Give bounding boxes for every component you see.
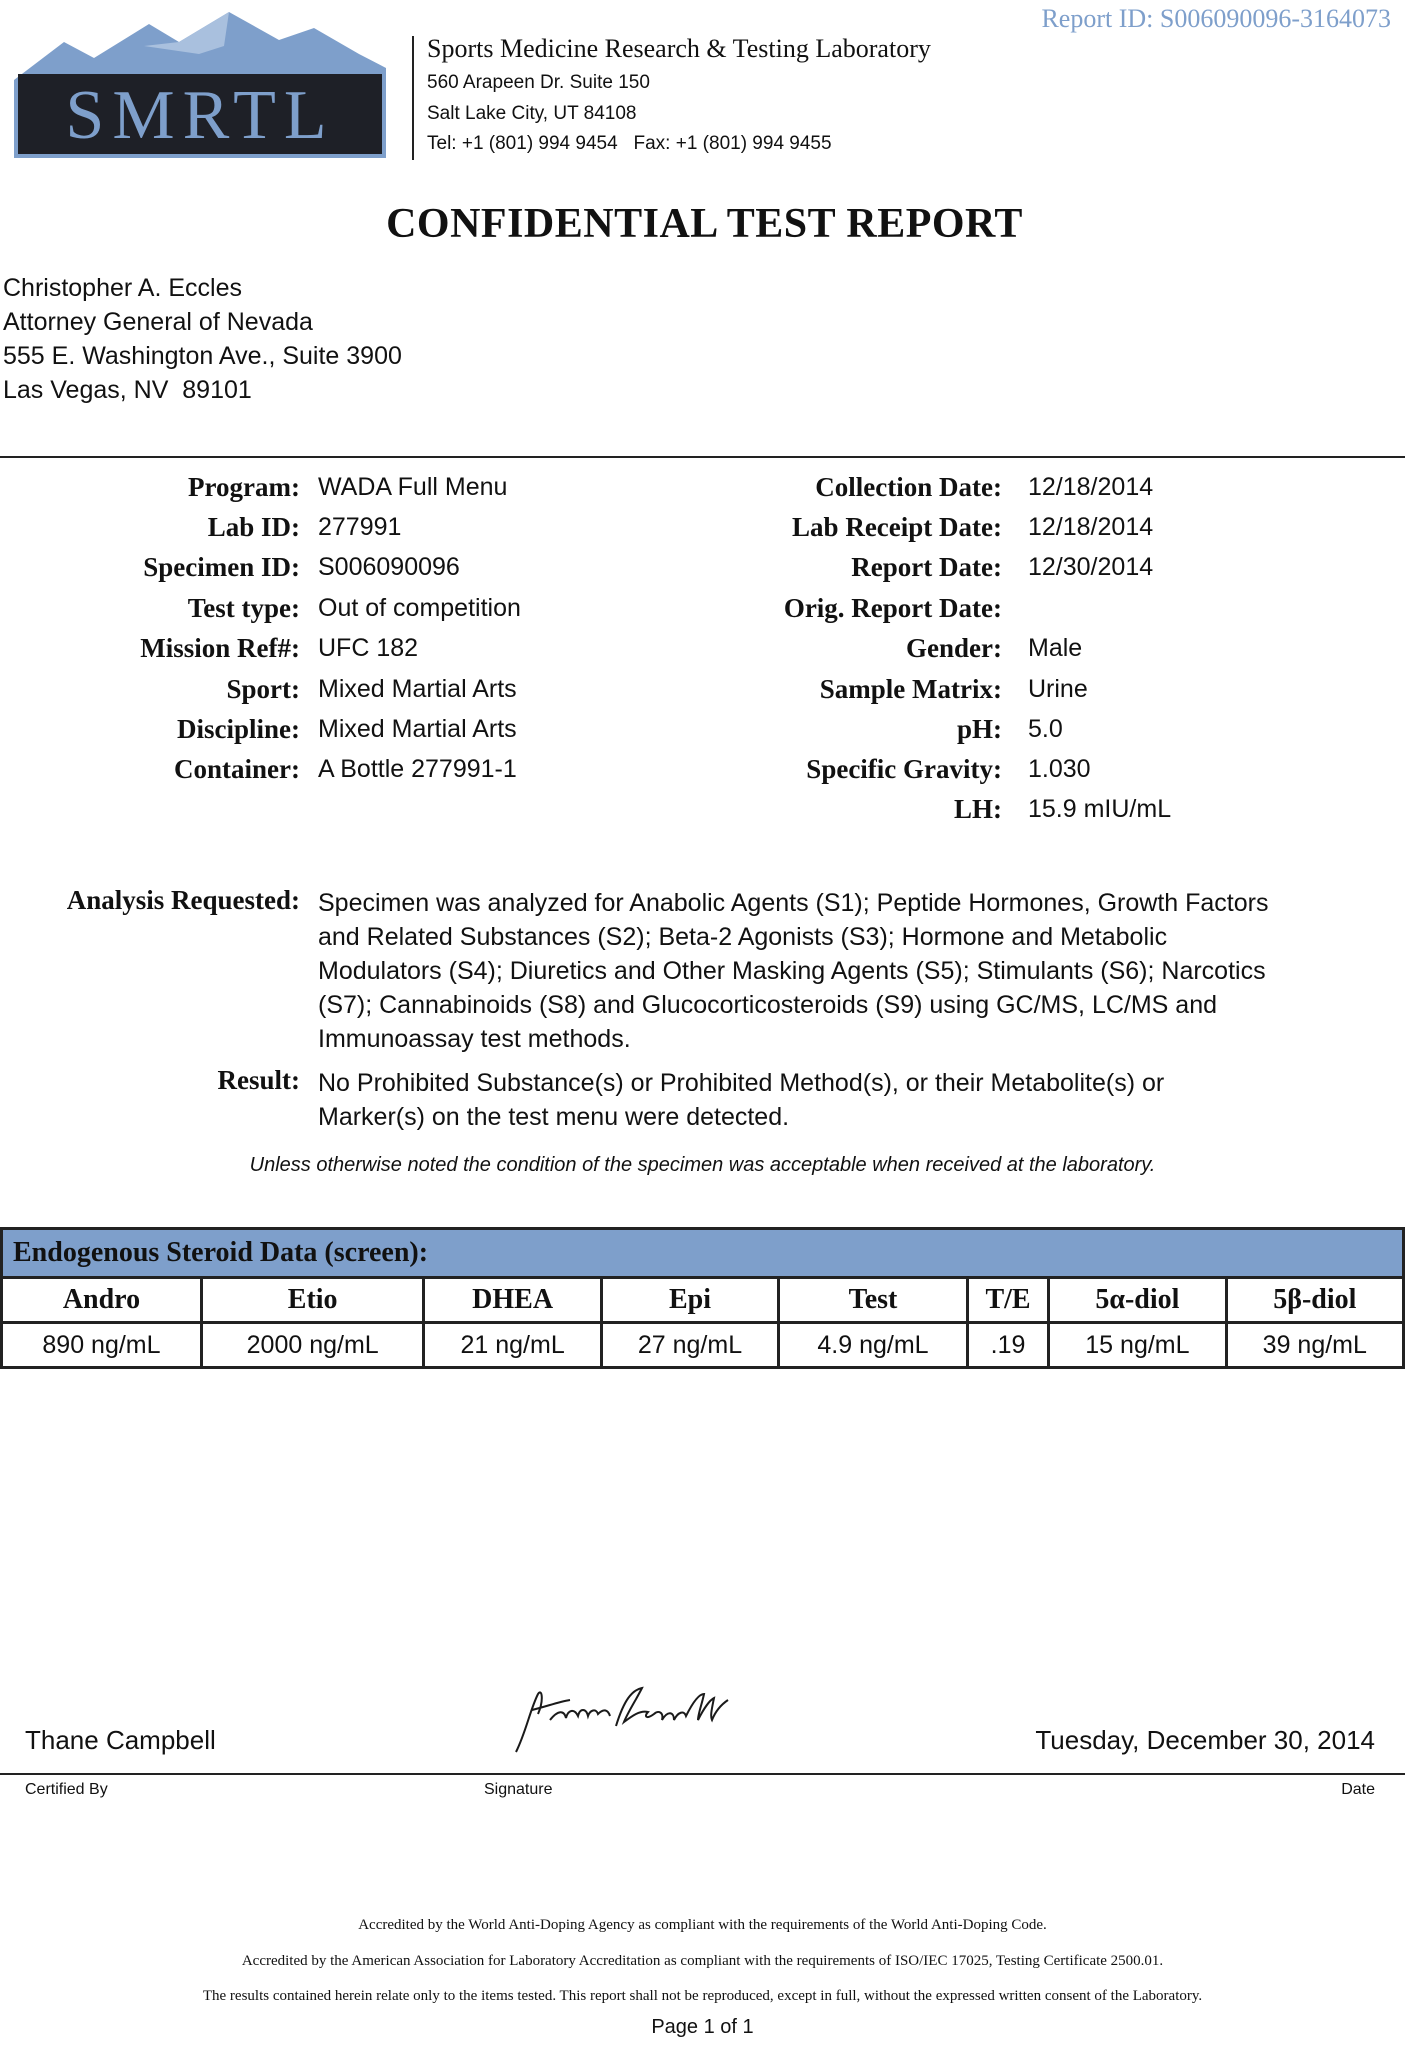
signature-image [508, 1680, 733, 1758]
result-text [318, 1066, 1318, 1134]
recipient-name: Christopher A. Eccles [3, 274, 242, 302]
column-header: Epi [601, 1278, 778, 1323]
table-caption-row [2, 1229, 1404, 1278]
table-cell: 890 ng/mL [2, 1323, 202, 1368]
table-cell: 15 ng/mL [1049, 1323, 1226, 1368]
result-line: No Prohibited Substance(s) or Prohibited Method(s), or their Metabolite(s) or [318, 1069, 1165, 1097]
certification-date: Tuesday, December 30, 2014 [1035, 1725, 1375, 1755]
page-title [0, 200, 1405, 248]
table-cell: 2000 ng/mL [201, 1323, 424, 1368]
test-type-label: Test type: [187, 593, 300, 623]
header-divider [412, 36, 414, 160]
ph-value: 5.0 [1028, 715, 1063, 743]
specific-gravity-label: Specific Gravity: [806, 754, 1002, 784]
table-cell: 39 ng/mL [1226, 1323, 1403, 1368]
ph-label: pH: [956, 714, 1002, 744]
lab-address-line2: Salt Lake City, UT 84108 [427, 103, 637, 124]
signature-line [0, 1773, 1405, 1775]
section-divider [0, 456, 1405, 458]
steroid-data-table [0, 1227, 1405, 1369]
footer-accreditation-wada: Accredited by the World Anti-Doping Agency as compliant with the requirements of the World Anti-Doping Code. [358, 1917, 1047, 1933]
column-header: 5α-diol [1049, 1278, 1226, 1323]
specimen-id-value: S006090096 [318, 553, 460, 581]
analysis-line: Modulators (S4); Diuretics and Other Masking Agents (S5); Stimulants (S6); Narcotics [318, 957, 1266, 985]
mission-ref-value: UFC 182 [318, 634, 419, 662]
lab-receipt-date-label: Lab Receipt Date: [792, 512, 1002, 542]
orig-report-date-label: Orig. Report Date: [783, 593, 1002, 623]
lab-receipt-date-value: 12/18/2014 [1028, 513, 1154, 541]
signature-caption: Signature [484, 1781, 553, 1798]
lab-address-line1: 560 Arapeen Dr. Suite 150 [427, 72, 650, 93]
specific-gravity-value: 1.030 [1028, 755, 1091, 783]
table-cell: 21 ng/mL [424, 1323, 601, 1368]
collection-date-label: Collection Date: [815, 472, 1002, 502]
column-header: Test [779, 1278, 968, 1323]
lab-contact: Tel: +1 (801) 994 9454 Fax: +1 (801) 994 9455 [427, 133, 832, 154]
column-header: Andro [2, 1278, 202, 1323]
lh-label: LH: [953, 794, 1002, 824]
logo-text: SMRTL [65, 77, 335, 154]
column-header: Etio [201, 1278, 424, 1323]
program-value: WADA Full Menu [318, 473, 508, 501]
gender-label: Gender: [906, 633, 1002, 663]
sport-label: Sport: [226, 674, 300, 704]
recipient-street: 555 E. Washington Ave., Suite 3900 [3, 342, 402, 370]
container-value: A Bottle 277991-1 [318, 755, 517, 783]
analysis-label: Analysis Requested: [66, 885, 300, 915]
column-header: 5β-diol [1226, 1278, 1403, 1323]
lab-name: Sports Medicine Research & Testing Laboratory [427, 34, 931, 63]
lh-value: 15.9 mIU/mL [1028, 795, 1172, 823]
discipline-label: Discipline: [176, 714, 300, 744]
column-header: T/E [967, 1278, 1048, 1323]
certifier-name: Thane Campbell [25, 1725, 216, 1755]
page-title-text: CONFIDENTIAL TEST REPORT [386, 201, 1023, 247]
sample-matrix-label: Sample Matrix: [819, 674, 1002, 704]
table-header-row [2, 1278, 1404, 1323]
result-line: Marker(s) on the test menu were detected. [318, 1103, 790, 1131]
certified-by-caption: Certified By [25, 1781, 108, 1798]
date-caption: Date [1341, 1781, 1375, 1798]
program-label: Program: [188, 472, 300, 502]
footer-disclaimer: The results contained herein relate only to the items tested. This report shall not be reproduced, except in full, without the expressed written consent of the Laboratory. [202, 1988, 1203, 2004]
test-type-value: Out of competition [318, 594, 521, 622]
sport-value: Mixed Martial Arts [318, 675, 517, 703]
sample-matrix-value: Urine [1028, 675, 1088, 703]
lab-id-label: Lab ID: [207, 512, 300, 542]
analysis-line: (S7); Cannabinoids (S8) and Glucocorticosteroids (S9) using GC/MS, LC/MS and [318, 991, 1217, 1019]
gender-value: Male [1028, 634, 1083, 662]
table-cell: 4.9 ng/mL [779, 1323, 968, 1368]
condition-note: Unless otherwise noted the condition of the specimen was acceptable when received at the laboratory. [249, 1154, 1156, 1176]
result-label: Result: [217, 1065, 300, 1095]
table-caption: Endogenous Steroid Data (screen): [2, 1229, 1404, 1278]
column-header: DHEA [424, 1278, 601, 1323]
recipient-title: Attorney General of Nevada [3, 308, 313, 336]
mission-ref-label: Mission Ref#: [140, 633, 300, 663]
container-label: Container: [174, 754, 300, 784]
lab-id-value: 277991 [318, 513, 402, 541]
smrtl-logo [14, 10, 386, 158]
table-row [2, 1323, 1404, 1368]
table-cell: 27 ng/mL [601, 1323, 778, 1368]
page-number: Page 1 of 1 [651, 2016, 754, 2038]
report-id: Report ID: S006090096-3164073 [1041, 4, 1391, 33]
report-date-value: 12/30/2014 [1028, 553, 1154, 581]
collection-date-value: 12/18/2014 [1028, 473, 1154, 501]
analysis-text [318, 886, 1318, 1056]
analysis-line: Immunoassay test methods. [318, 1025, 631, 1053]
report-date-label: Report Date: [851, 552, 1002, 582]
recipient-city: Las Vegas, NV 89101 [3, 376, 252, 404]
table-cell: .19 [967, 1323, 1048, 1368]
discipline-value: Mixed Martial Arts [318, 715, 517, 743]
footer-accreditation-a2la: Accredited by the American Association for Laboratory Accreditation as compliant with the requirements of ISO/IEC 17025, Testing Certificate 2500.01. [241, 1953, 1164, 1969]
analysis-line: Specimen was analyzed for Anabolic Agents (S1); Peptide Hormones, Growth Factors [318, 889, 1269, 917]
analysis-line: and Related Substances (S2); Beta-2 Agonists (S3); Hormone and Metabolic [318, 923, 1168, 951]
specimen-id-label: Specimen ID: [143, 552, 300, 582]
